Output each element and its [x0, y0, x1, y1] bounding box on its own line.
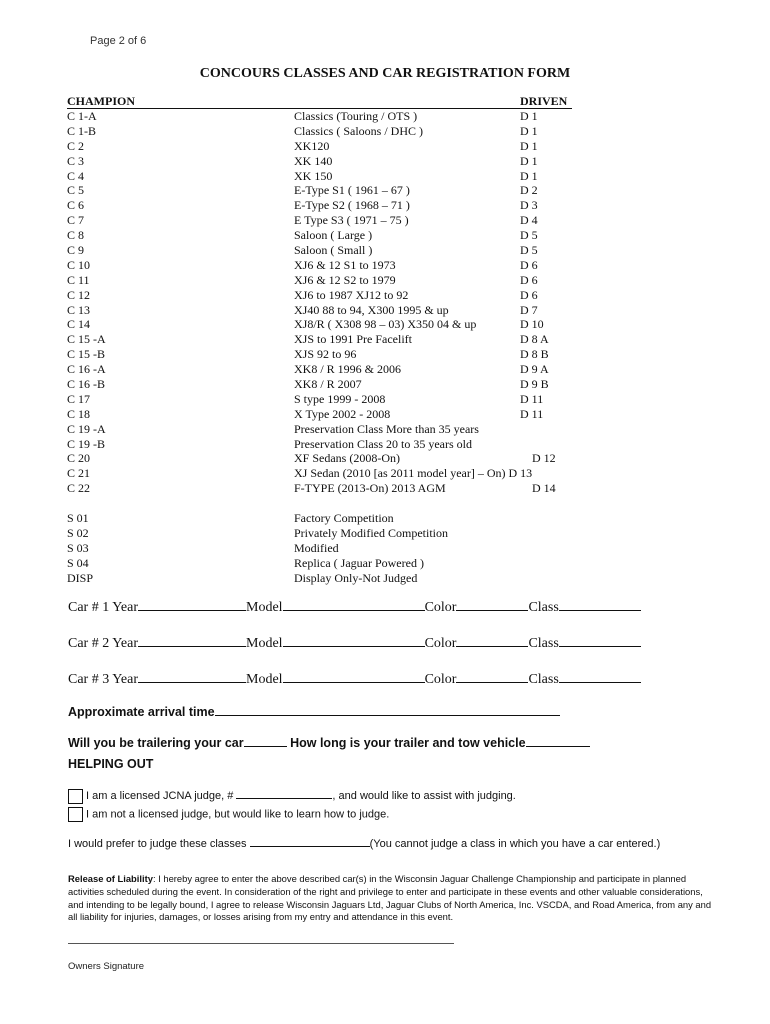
champion-class-description: XK8 / R 1996 & 2006	[294, 362, 402, 377]
champion-class-code: C 1-B	[67, 123, 97, 138]
car-1-row	[68, 598, 641, 616]
champion-class-code: C 15 -B	[67, 347, 106, 362]
unlicensed-judge-label: I am not a licensed judge, but would like to learn how to judge.	[86, 808, 390, 821]
champion-class-row	[67, 347, 627, 362]
champion-class-description: Saloon ( Large )	[294, 228, 373, 243]
champion-class-code: C 13	[67, 302, 91, 317]
champion-class-row	[67, 451, 627, 466]
champion-class-row	[67, 437, 627, 452]
special-class-code: DISP	[67, 570, 94, 585]
champion-class-description: XJ6 & 12 S2 to 1979	[294, 272, 396, 287]
champion-class-row	[67, 288, 627, 303]
champion-class-row	[67, 124, 627, 139]
arrival-label: Approximate arrival time	[68, 705, 215, 719]
champion-class-row	[67, 243, 627, 258]
champion-class-row	[67, 258, 627, 273]
special-class-row	[67, 526, 627, 541]
champion-class-description: X Type 2002 - 2008	[294, 406, 391, 421]
champion-class-code: C 12	[67, 287, 91, 302]
special-class-code: S 01	[67, 511, 89, 525]
champion-class-driven: D 10	[520, 317, 544, 332]
special-class-description: Display Only-Not Judged	[294, 570, 418, 585]
driven-header: DRIVEN	[520, 94, 568, 108]
trailer-length-question: How long is your trailer and tow vehicle	[286, 736, 526, 750]
car-1-color-label: Color	[424, 600, 457, 615]
champion-class-code: C 21	[67, 466, 91, 481]
champion-class-code: C 3	[67, 153, 85, 168]
champion-class-description: XK 140	[294, 153, 333, 168]
champion-class-driven: D 6	[520, 272, 538, 287]
champion-class-code: C 6	[67, 198, 85, 213]
car-1-year-field[interactable]	[138, 598, 246, 611]
special-class-row	[67, 556, 627, 571]
champion-class-description: XK120	[294, 138, 330, 153]
prefer-classes-field[interactable]	[250, 836, 370, 847]
special-class-description: Factory Competition	[294, 511, 394, 525]
release-label: Release of Liability	[68, 873, 153, 884]
champion-class-driven: D 1	[520, 153, 538, 168]
trailer-length-field[interactable]	[526, 735, 590, 747]
champion-class-driven: D 6	[520, 287, 538, 302]
champion-class-driven: D 5	[520, 243, 538, 258]
champion-class-description: XF Sedans (2008-On)	[294, 451, 400, 466]
champion-class-code: C 2	[67, 138, 85, 153]
champion-class-driven: D 9 B	[520, 377, 549, 392]
champion-class-row	[67, 273, 627, 288]
champion-class-row	[67, 392, 627, 407]
signature-label: Owners Signature	[68, 961, 145, 972]
champion-class-code: C 5	[67, 183, 85, 198]
champion-class-driven: D 5	[520, 228, 538, 243]
champion-class-description: XJS 92 to 96	[294, 347, 357, 362]
champion-class-list	[67, 109, 627, 496]
champion-class-description: E-Type S2 ( 1968 – 71 )	[294, 198, 410, 213]
champion-class-driven: D 2	[520, 183, 538, 198]
car-2-class-label: Class	[528, 636, 559, 651]
champion-class-code: C 9	[67, 243, 85, 258]
judge-number-field[interactable]	[236, 788, 332, 799]
champion-class-code: C 10	[67, 257, 91, 272]
champion-class-driven: D 8 B	[520, 347, 549, 362]
champion-class-description: Saloon ( Small )	[294, 243, 373, 258]
car-2-model-label: Model	[246, 636, 283, 651]
champion-class-description: XJS to 1991 Pre Facelift	[294, 332, 412, 347]
champion-class-code: C 22	[67, 481, 91, 496]
page-number: Page 2 of 6	[90, 35, 147, 47]
car-2-class-field[interactable]	[559, 634, 641, 647]
car-3-year-field[interactable]	[138, 670, 246, 683]
car-1-class-field[interactable]	[559, 598, 641, 611]
champion-class-description: F-TYPE (2013-On) 2013 AGM	[294, 481, 446, 496]
car-1-model-label: Model	[246, 600, 283, 615]
champion-class-code: C 7	[67, 213, 85, 228]
helping-out-heading: HELPING OUT	[68, 757, 154, 771]
champion-class-driven: D 1	[520, 109, 538, 123]
champion-class-code: C 20	[67, 451, 91, 466]
champion-class-code: C 14	[67, 317, 91, 332]
special-class-row	[67, 511, 627, 526]
form-title: CONCOURS CLASSES AND CAR REGISTRATION FORM	[199, 66, 571, 81]
champion-class-description: XJ6 & 12 S1 to 1973	[294, 257, 396, 272]
champion-class-description: XJ6 to 1987 XJ12 to 92	[294, 287, 409, 302]
car-2-year-field[interactable]	[138, 634, 246, 647]
car-1-color-field[interactable]	[456, 598, 528, 611]
champion-class-row	[67, 154, 627, 169]
champion-class-code: C 15 -A	[67, 332, 106, 347]
champion-class-code: C 4	[67, 168, 85, 183]
champion-class-description: Classics (Touring / OTS )	[294, 109, 418, 123]
prefer-classes-note: (You cannot judge a class in which you have a car entered.)	[369, 838, 661, 850]
car-1-class-label: Class	[528, 600, 559, 615]
champion-class-driven: D 3	[520, 198, 538, 213]
champion-class-description: Preservation Class More than 35 years	[294, 421, 479, 436]
special-class-row	[67, 541, 627, 556]
signature-line[interactable]	[68, 943, 454, 944]
special-class-code: S 03	[67, 540, 89, 555]
champion-class-driven: D 14	[520, 481, 556, 496]
special-class-description: Modified	[294, 540, 339, 555]
special-class-description: Privately Modified Competition	[294, 525, 448, 540]
champion-class-code: C 11	[67, 272, 90, 287]
champion-class-description: XJ40 88 to 94, X300 1995 & up	[294, 302, 449, 317]
champion-class-description: E-Type S1 ( 1961 – 67 )	[294, 183, 410, 198]
special-class-list	[67, 511, 627, 585]
unlicensed-judge-row	[68, 807, 389, 822]
car-1-model-field[interactable]	[283, 598, 425, 611]
champion-class-code: C 8	[67, 228, 85, 243]
champion-class-code: C 19 -A	[67, 421, 106, 436]
car-3-model-label: Model	[246, 672, 283, 687]
champion-class-row	[67, 213, 627, 228]
champion-class-row	[67, 332, 627, 347]
champion-class-row	[67, 183, 627, 198]
champion-class-code: C 16 -B	[67, 377, 106, 392]
car-3-row	[68, 670, 641, 688]
champion-class-description: E Type S3 ( 1971 – 75 )	[294, 213, 409, 228]
champion-class-driven: D 1	[520, 138, 538, 153]
champion-class-driven: D 11	[520, 406, 544, 421]
trailer-question: Will you be trailering your car	[68, 736, 244, 750]
champion-class-description: XK 150	[294, 168, 333, 183]
release-of-liability	[68, 873, 718, 924]
champion-class-row	[67, 228, 627, 243]
champion-class-code: C 1-A	[67, 109, 97, 123]
car-2-row	[68, 634, 641, 652]
champion-class-code: C 16 -A	[67, 362, 106, 377]
class-table-header	[67, 95, 572, 109]
champion-class-code: C 18	[67, 406, 91, 421]
special-class-row	[67, 571, 627, 586]
special-class-code: S 04	[67, 555, 89, 570]
car-3-year-label: Car # 3 Year	[68, 672, 138, 687]
champion-class-driven: D 6	[520, 257, 538, 272]
champion-class-driven: D 12	[520, 451, 556, 466]
licensed-judge-checkbox[interactable]	[68, 789, 83, 804]
car-2-model-field[interactable]	[283, 634, 425, 647]
champion-class-row	[67, 481, 627, 496]
champion-class-row	[67, 466, 627, 481]
champion-class-description: XK8 / R 2007	[294, 377, 362, 392]
champion-class-code: C 17	[67, 391, 91, 406]
special-class-description: Replica ( Jaguar Powered )	[294, 555, 424, 570]
arrival-row	[68, 704, 560, 719]
car-3-class-label: Class	[528, 672, 559, 687]
champion-class-driven: D 9 A	[520, 362, 549, 377]
car-3-color-field[interactable]	[456, 670, 528, 683]
champion-class-row	[67, 317, 627, 332]
licensed-judge-label-pre: I am a licensed JCNA judge, #	[86, 790, 237, 802]
prefer-classes-label: I would prefer to judge these classes	[68, 838, 250, 850]
champion-class-driven: D 11	[520, 391, 544, 406]
champion-class-driven: D 8 A	[520, 332, 549, 347]
champion-class-driven: D 1	[520, 168, 538, 183]
champion-class-row	[67, 422, 627, 437]
champion-header: CHAMPION	[67, 94, 135, 108]
champion-class-row	[67, 198, 627, 213]
prefer-classes-row	[68, 836, 660, 850]
car-3-model-field[interactable]	[283, 670, 425, 683]
champion-class-description: Preservation Class 20 to 35 years old	[294, 436, 472, 451]
champion-class-row	[67, 169, 627, 184]
car-3-color-label: Color	[424, 672, 457, 687]
champion-class-code: C 19 -B	[67, 436, 106, 451]
champion-class-description: Classics ( Saloons / DHC )	[294, 123, 423, 138]
champion-class-description: XJ Sedan (2010 [as 2011 model year] – On) D 13	[294, 466, 533, 481]
car-2-year-label: Car # 2 Year	[68, 636, 138, 651]
champion-class-row	[67, 303, 627, 318]
champion-class-driven: D 4	[520, 213, 538, 228]
trailer-row	[68, 735, 590, 750]
car-2-color-field[interactable]	[456, 634, 528, 647]
arrival-time-field[interactable]	[215, 704, 560, 716]
car-1-year-label: Car # 1 Year	[68, 600, 138, 615]
champion-class-row	[67, 377, 627, 392]
champion-class-row	[67, 362, 627, 377]
unlicensed-judge-checkbox[interactable]	[68, 807, 83, 822]
trailer-answer-field[interactable]	[244, 735, 287, 747]
champion-class-row	[67, 109, 627, 124]
champion-class-driven: D 7	[520, 302, 538, 317]
licensed-judge-row	[68, 788, 516, 804]
champion-class-driven: D 1	[520, 123, 538, 138]
champion-class-description: S type 1999 - 2008	[294, 391, 386, 406]
release-text: : I hereby agree to enter the above described car(s) in the Wisconsin Jaguar Challenge Championship and participate in planned activities scheduled during the event. In consideration of the right and privilege to enter and participate in these events and other valuable considerations, and intending to be legally bound, I agree to release Wisconsin Jaguars Ltd, Jaguar Clubs of North America, Inc. VSCDA, and Road America, from any and all liability for injuries, damages, or losses arising from my entry and attendance in this event.	[68, 873, 712, 923]
licensed-judge-label-post: , and would like to assist with judging.	[332, 790, 516, 802]
champion-class-row	[67, 407, 627, 422]
special-class-code: S 02	[67, 525, 89, 540]
car-3-class-field[interactable]	[559, 670, 641, 683]
champion-class-description: XJ8/R ( X308 98 – 03) X350 04 & up	[294, 317, 477, 332]
car-2-color-label: Color	[424, 636, 457, 651]
champion-class-row	[67, 139, 627, 154]
